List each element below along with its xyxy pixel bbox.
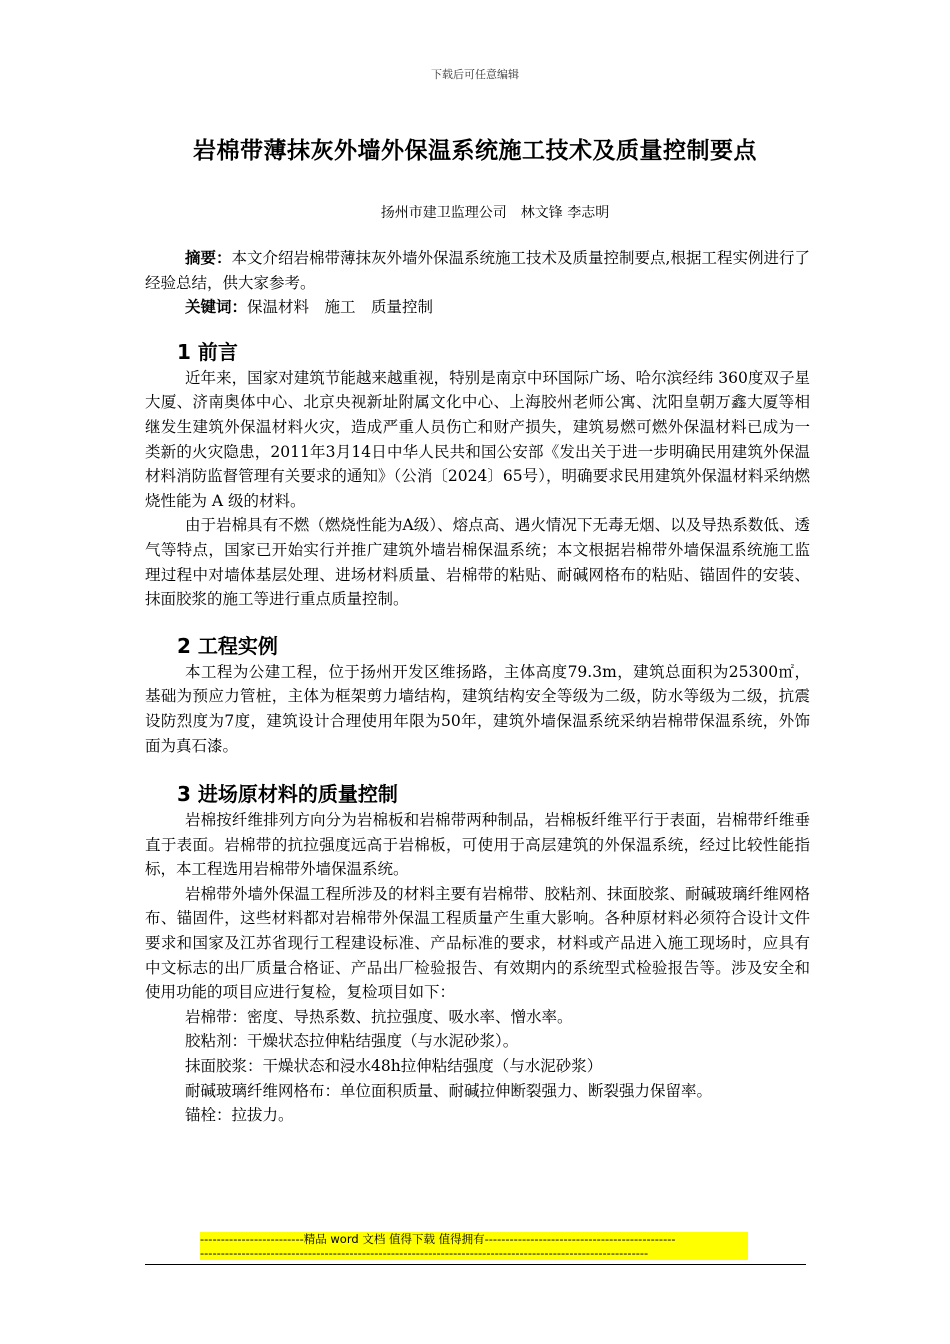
- abstract-text: 本文介绍岩棉带薄抹灰外墙外保温系统施工技术及质量控制要点,根据工程实例进行了经验总结，供大家参考。: [145, 249, 810, 292]
- footer-line-1: -------------------------精品 word 文档 值得下载 值得拥有----------------------------------------------: [200, 1232, 676, 1246]
- paragraph: 岩棉带外墙外保温工程所涉及的材料主要有岩棉带、胶粘剂、抹面胶浆、耐碱玻璃纤维网格布、锚固件，这些材料都对岩棉带外保温工程质量产生重大影响。各种原材料必须符合设计文件要求和国家及江苏省现行工程建设标准、产品标准的要求，材料或产品进入施工现场时，应具有中文标志的出厂质量合格证、产品出厂检验报告、有效期内的系统型式检验报告等。涉及安全和使用功能的项目应进行复检，复检项目如下：: [145, 884, 810, 1002]
- list-item: 胶粘剂：干燥状态拉伸粘结强度（与水泥砂浆）。: [185, 1032, 519, 1051]
- footer-divider: [145, 1264, 806, 1265]
- authors-line: 扬州市建卫监理公司 林文锋 李志明: [380, 205, 610, 221]
- document-body: [145, 246, 810, 1128]
- paragraph: 本工程为公建工程，位于扬州开发区维扬路，主体高度79.3m，建筑总面积为25300㎡，基础为预应力管桩，主体为框架剪力墙结构，建筑结构安全等级为二级，防水等级为二级，抗震设防烈度为7度，建筑设计合理使用年限为50年，建筑外墙保温系统采纳岩棉带保温系统，外饰面为真石漆。: [145, 662, 810, 755]
- page-header-note: 下载后可任意编辑: [431, 68, 519, 81]
- paragraph: 近年来，国家对建筑节能越来越重视，特别是南京中环国际广场、哈尔滨经纬 360度双子星大厦、济南奥体中心、北京央视新址附属文化中心、上海胶州老师公寓、沈阳皇朝万鑫大厦等相继发生建筑外保温材料火灾，造成严重人员伤亡和财产损失，建筑易燃可燃外保温材料已成为一类新的火灾隐患，2011年3月14日中华人民共和国公安部《发出关于进一步明确民用建筑外保温材料消防监督管理有关要求的通知》（公消〔2024〕65号），明确要求民用建筑外保温材料采纳燃烧性能为 A 级的材料。: [145, 368, 810, 510]
- section-heading: 2 工程实例: [177, 633, 278, 658]
- list-item: 抹面胶浆：干燥状态和浸水48h拉伸粘结强度（与水泥砂浆）: [185, 1057, 603, 1076]
- document-title: 岩棉带薄抹灰外墙外保温系统施工技术及质量控制要点: [193, 138, 757, 164]
- list-item: 锚栓：拉拔力。: [185, 1106, 294, 1125]
- abstract: [145, 246, 810, 295]
- abstract-label: 摘要：: [185, 249, 232, 267]
- keywords-text: 保温材料 施工 质量控制: [247, 298, 434, 317]
- keywords-label: 关键词：: [185, 298, 248, 317]
- paragraph: 岩棉按纤维排列方向分为岩棉板和岩棉带两种制品，岩棉板纤维平行于表面，岩棉带纤维垂直于表面。岩棉带的抗拉强度远高于岩棉板，可使用于高层建筑的外保温系统，经过比较性能指标，本工程选用岩棉带外墙保温系统。: [145, 811, 810, 879]
- section-heading: 1 前言: [177, 339, 238, 364]
- keywords: [145, 295, 810, 320]
- footer-watermark-band: [200, 1232, 748, 1260]
- section-heading: 3 进场原材料的质量控制: [177, 782, 398, 807]
- list-item: 岩棉带：密度、导热系数、抗拉强度、吸水率、憎水率。: [185, 1007, 573, 1026]
- paragraph: 由于岩棉具有不燃（燃烧性能为A级）、熔点高、遇火情况下无毒无烟、以及导热系数低、透气等特点，国家已开始实行并推广建筑外墙岩棉保温系统；本文根据岩棉带外墙保温系统施工监理过程中对墙体基层处理、进场材料质量、岩棉带的粘贴、耐碱网格布的粘贴、锚固件的安装、抹面胶浆的施工等进行重点质量控制。: [145, 516, 810, 609]
- list-item: 耐碱玻璃纤维网格布：单位面积质量、耐碱拉伸断裂强力、断裂强力保留率。: [185, 1081, 713, 1100]
- footer-line-2: ------------------------------------------------------------------------------------------------------------: [200, 1246, 649, 1260]
